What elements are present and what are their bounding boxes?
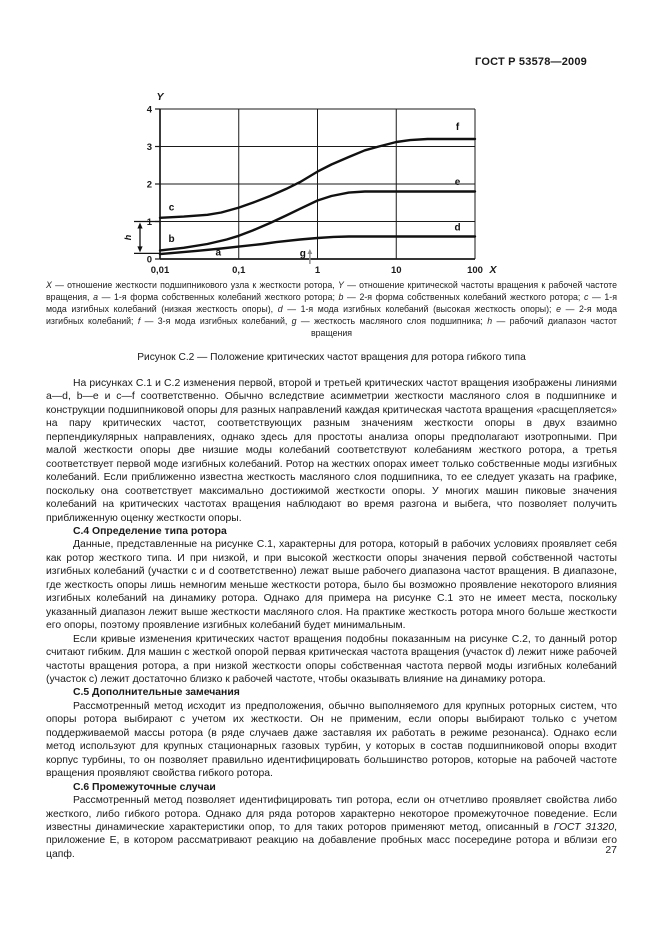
h-range-marker bbox=[123, 222, 160, 254]
h-label: h bbox=[123, 234, 133, 241]
paragraph-intro: На рисунках С.1 и С.2 изменения первой, второй и третьей критических частот вращения изображены линиями a—d, b—e и c—f соответственно. Обычно вследствие асимметрии жесткости масляного слоя в подшипнике и конструкции подшипниковой опоры для разных направлений каждая критическая частота вращения «расщепляется» на пару критических частот, соответствующих разным значениям жесткости опоры в двух взаимно перпендикулярных направлениях, однако здесь для простоты анализа опоры предполагают изотропными. При малой жесткости опоры две низшие моды колебаний соответствуют колебаниям жесткого ротора, а третья соответствует первой моде изгибных колебаний. Ротор на жестких опорах имеет только собственные моды изгибных колебаний. Если приближенно известна жесткость масляного слоя подшипника, то ее следует указать на графике, поскольку она соответствует максимально достижимой жесткости опоры. У многих машин пиковые значения колебаний на критических частотах вращения наблюдают во время разгона и выбега, что позволяет получить приближенную оценку жесткости опоры. bbox=[46, 378, 617, 524]
x-tick-label: 100 bbox=[467, 265, 483, 276]
g-label: g bbox=[299, 248, 306, 260]
y-tick-label: 1 bbox=[146, 217, 152, 228]
x-tick-label: 0,01 bbox=[150, 265, 170, 276]
curve-label-b: b bbox=[168, 233, 175, 245]
curve-label-d: d bbox=[454, 222, 461, 234]
g-oil-film-marker bbox=[300, 249, 313, 265]
y-tick-label: 4 bbox=[146, 104, 152, 116]
curve-label-f: f bbox=[455, 122, 460, 133]
heading-c5: С.5 Дополнительные замечания bbox=[73, 687, 240, 699]
x-axis-label: X bbox=[489, 264, 497, 276]
body-text bbox=[46, 377, 617, 861]
x-tick-label: 1 bbox=[314, 265, 321, 276]
figure-caption: X — отношение жесткости подшипникового узла к жесткости ротора, Y — отношение критической частоты вращения к рабочей частоте вращения, a — 1-я форма собственных колебаний жесткого ротора; b — 2-я форма собственных колебаний жесткого ротора; c — 1-я мода изгибных колебаний (низкая жесткость опоры), d — 1-я мода изгибных колебаний (высокая жесткость опоры); e — 2-я мода изгибных колебаний; f — 3-я мода изгибных колебаний, g — жесткость масляного слоя подшипника; h — рабочий диапазон частот вращения bbox=[46, 280, 617, 338]
page-number: 27 bbox=[605, 844, 617, 856]
curve-label-e: e bbox=[454, 176, 461, 188]
curve-label-a: a bbox=[215, 247, 222, 259]
figure-chart bbox=[100, 85, 530, 287]
paragraph-c6-1: Рассмотренный метод позволяет идентифицировать тип ротора, если он отчетливо проявляет свойства либо жесткого, либо гибкого ротора. Однако для ряда роторов характерно некоторое промежуточное поведение. Если известны динамические характеристики опор, то для таких роторов применяют метод, описанный в ГОСТ 31320, приложение Е, в котором рассматривают реакцию на добавление пробных масс посередине ротора и вблизи его цапф. bbox=[46, 795, 617, 860]
curve-label-c: c bbox=[168, 202, 175, 214]
x-tick-label: 10 bbox=[390, 265, 402, 276]
standard-number-header: ГОСТ Р 53578—2009 bbox=[475, 56, 587, 68]
heading-c4: С.4 Определение типа ротора bbox=[73, 525, 227, 537]
paragraph-c5-1: Рассмотренный метод исходит из предположения, обычно выполняемого для крупных роторных систем, что опоры ротора выбирают с учетом их жесткости. Он не применим, если опоры выбирают только с учетом поддерживаемой массы ротора (в ряде случаев даже заставляя их работать в режиме резонанса). Однако если метод используют для крупных стационарных газовых турбин, у которых в состав подшипниковой опоры входит корпус турбины, то он позволяет правильно идентифицировать большинство роторов, которые на рабочей частоте вращения проявляют свойства гибкого ротора. bbox=[46, 700, 617, 780]
figure-c2 bbox=[100, 85, 530, 287]
paragraph-c4-2: Если кривые изменения критических частот вращения подобны показанным на рисунке С.2, то данный ротор считают гибким. Для машин с жесткой опорой первая критическая частота вращения (участок d) лежит ниже рабочей частоты вращения ротора, а при низкой жесткости опоры собственная частота первой моды изгибных колебаний (участок c) лежит достаточно близко к рабочей частоте, чтобы оказывать влияние на динамику ротора. bbox=[46, 633, 617, 685]
y-tick-label: 3 bbox=[146, 142, 152, 153]
y-tick-label: 2 bbox=[146, 179, 152, 191]
y-axis-label: Y bbox=[156, 91, 164, 103]
paragraph-c4-1: Данные, представленные на рисунке С.1, характерны для ротора, который в рабочих условиях проявляет себя как ротор жесткого типа. И при низкой, и при высокой жесткости опоры значения первой собственной частоты изгибных колебаний (участки c и d соответственно) лежат выше рабочего диапазона частот вращения. В диапазоне, где жесткость опоры лишь немногим меньше жесткости ротора, было бы возможно проявление некоторого влияния изгибных колебаний на динамику ротора. Однако для примера на рисунке С.1 это не имеет места, поскольку указанный диапазон лежит выше жесткости масляного слоя. На практике жесткость ротора много больше жесткости его опоры, поэтому проявление изгибных колебаний будет минимальным. bbox=[46, 539, 617, 632]
heading-c6: С.6 Промежуточные случаи bbox=[73, 781, 216, 793]
figure-title: Рисунок С.2 — Положение критических частот вращения для ротора гибкого типа bbox=[137, 352, 526, 363]
x-tick-label: 0,1 bbox=[232, 265, 246, 276]
y-tick-label: 0 bbox=[146, 254, 152, 266]
